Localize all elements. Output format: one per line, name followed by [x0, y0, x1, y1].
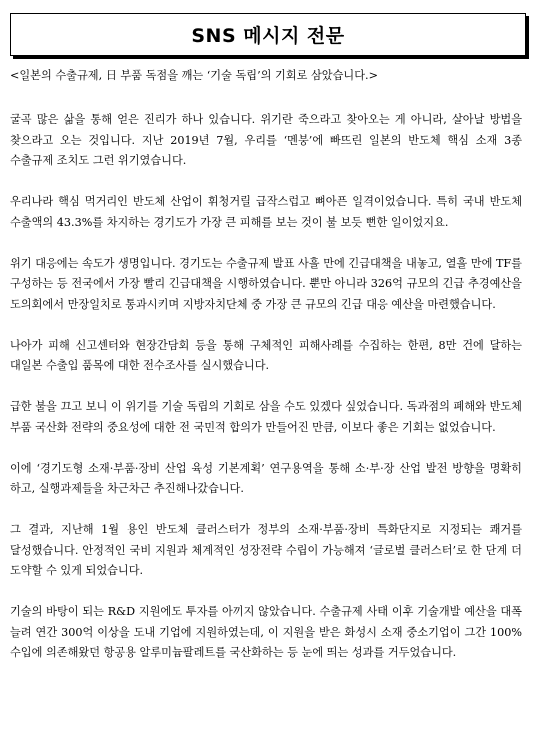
document-title: SNS 메시지 전문 — [191, 25, 345, 47]
paragraph-4: 나아가 피해 신고센터와 현장간담회 등을 통해 구체적인 피해사례를 수집하는 한편, 8만 건에 달하는 대일본 수출입 품목에 대한 전수조사를 실시했습니다. — [10, 338, 522, 372]
paragraph-6: 이에 ‘경기도형 소재·부품·장비 산업 육성 기본계획’ 연구용역을 통해 소·부·장 산업 발전 방향을 명확히 하고, 실행과제들을 차근차근 추진해나갔습니다. — [10, 461, 522, 495]
document-body — [10, 110, 522, 684]
paragraph-1: 굴곡 많은 삶을 통해 얻은 진리가 하나 있습니다. 위기란 죽으라고 찾아오는 게 아니라, 살아날 방법을 찾으라고 오는 것입니다. 지난 2019년 7월, 우리를 ‘멘붕’에 빠뜨린 일본의 반도체 핵심 소재 3종 수출규제 조치도 그런 위기였습니다. — [10, 113, 522, 167]
paragraph-5: 급한 불을 끄고 보니 이 위기를 기술 독립의 기회로 삼을 수도 있겠다 싶었습니다. 독과점의 폐해와 반도체 부품 국산화 전략의 중요성에 대한 전 국민적 합의가 만들어진 만큼, 이보다 좋은 기회는 없었습니다. — [10, 400, 522, 434]
paragraph-8: 기술의 바탕이 되는 R&D 지원에도 투자를 아끼지 않았습니다. 수출규제 사태 이후 기술개발 예산을 대폭 늘려 연간 300억 이상을 도내 기업에 지원하였는데, 이 지원을 받은 화성시 소재 중소기업이 그간 100% 수입에 의존해왔던 항공용 알루미늄팔레트를 국산화하는 등 눈에 띄는 성과를 거두었습니다. — [10, 605, 522, 659]
title-box — [10, 13, 526, 56]
document-subtitle: <일본의 수출규제, 日 부품 독점을 깨는 ‘기술 독립’의 기회로 삼았습니다.> — [10, 69, 378, 82]
paragraph-7: 그 결과, 지난해 1월 용인 반도체 클러스터가 정부의 소재·부품·장비 특화단지로 지정되는 쾌거를 달성했습니다. 안정적인 국비 지원과 체계적인 성장전략 수립이 가능해져 ‘글로벌 클러스터’로 한 단계 더 도약할 수 있게 되었습니다. — [10, 523, 522, 577]
paragraph-3: 위기 대응에는 속도가 생명입니다. 경기도는 수출규제 발표 사흘 만에 긴급대책을 내놓고, 열흘 만에 TF를 구성하는 등 전국에서 가장 빨리 긴급대책을 시행하였습니다. 뿐만 아니라 326억 규모의 긴급 추경예산을 도의회에서 만장일치로 통과시키며 지방자치단체 중 가장 큰 규모의 긴급 대응 예산을 마련했습니다. — [10, 256, 522, 311]
paragraph-2: 우리나라 핵심 먹거리인 반도체 산업이 휘청거릴 급작스럽고 뼈아픈 일격이었습니다. 특히 국내 반도체 수출액의 43.3%를 차지하는 경기도가 가장 큰 피해를 보는 것이 불 보듯 뻔한 일이었지요. — [10, 195, 522, 229]
